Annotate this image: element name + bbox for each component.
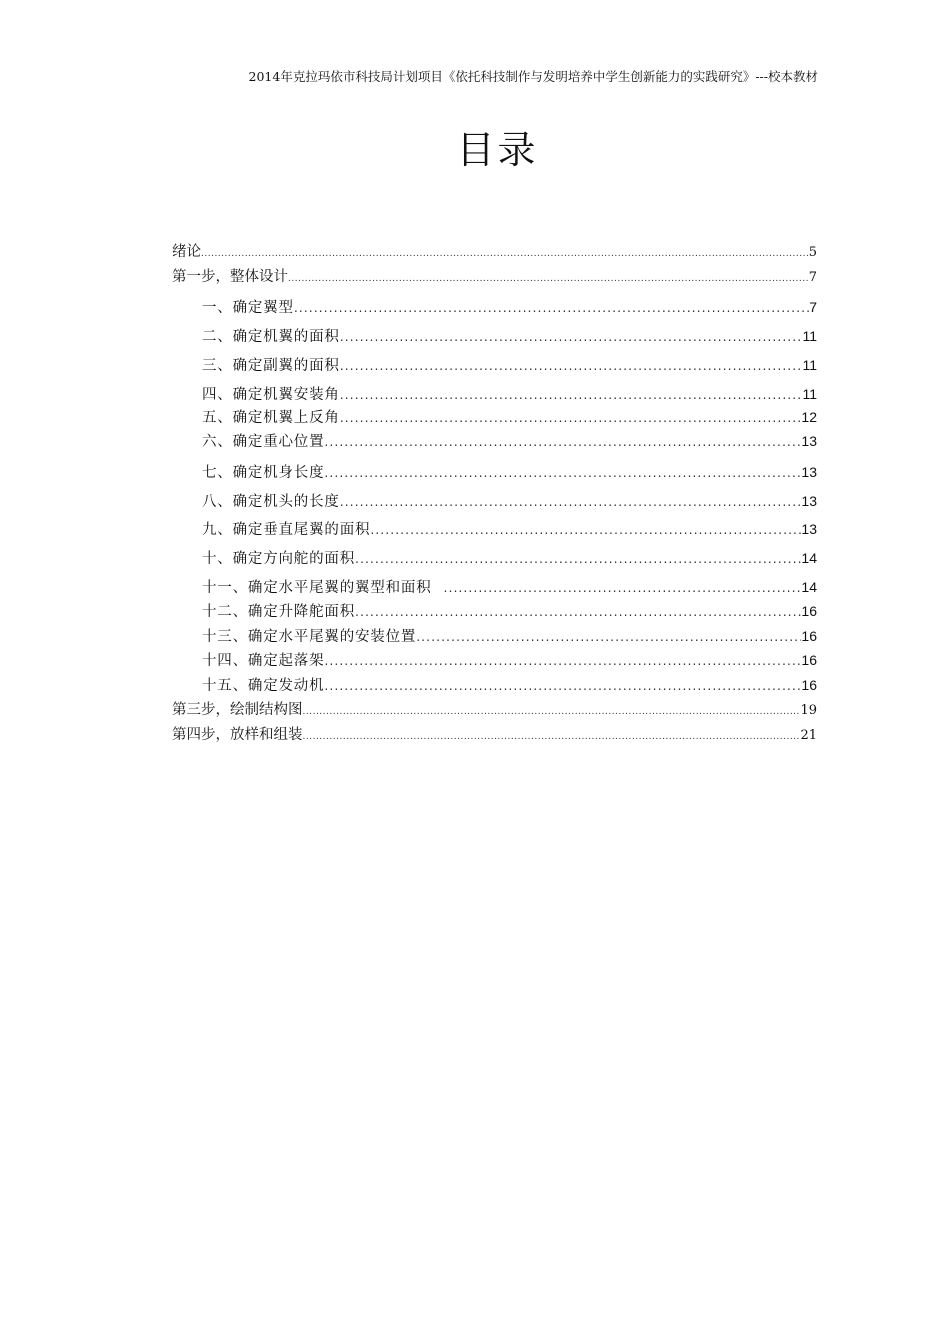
dot-leader [303,702,801,722]
toc-entry-label: 六、确定重心位置 [202,434,325,450]
toc-entry-label: 第四步，放样和组装 [172,727,303,743]
toc-entry-step3[interactable] [172,700,817,720]
toc-entry-1-9[interactable] [202,519,817,539]
dot-leader [340,356,803,376]
toc-entry-page: 13 [801,493,817,509]
toc-entry-page: 5 [808,245,817,260]
dot-leader [340,327,803,347]
toc-entry-label: 一、确定翼型 [202,300,294,316]
dot-leader [370,520,801,540]
dot-leader [340,492,802,512]
dot-leader [324,432,801,452]
toc-entry-label: 八、确定机头的长度 [202,494,340,510]
toc-entry-1-7[interactable] [202,462,817,482]
dot-leader [355,549,801,569]
toc-entry-page: 13 [801,433,817,449]
dot-leader [340,385,803,405]
toc-entry-label: 三、确定副翼的面积 [202,358,340,374]
dot-leader [294,298,809,318]
toc-entry-label: 十三、确定水平尾翼的安装位置 [202,629,417,645]
toc-entry-label: 十二、确定升降舵面积 [202,604,355,620]
toc-entry-1-15[interactable] [202,675,817,695]
toc-entry-page: 12 [801,409,817,425]
dot-leader [416,627,801,647]
toc-entry-page: 19 [800,703,817,718]
toc-entry-page: 13 [801,464,817,480]
toc-entry-page: 16 [801,628,817,644]
toc-entry-label: 九、确定垂直尾翼的面积 [202,522,371,538]
toc-entry-label: 十五、确定发动机 [202,678,325,694]
toc-entry-page: 11 [802,386,817,402]
dot-leader [201,244,809,264]
toc-entry-label: 第一步，整体设计 [172,269,288,285]
toc-entry-label: 绪论 [172,244,201,260]
toc-entry-page: 11 [802,328,817,344]
toc-entry-label: 第三步，绘制结构图 [172,702,303,718]
toc-entry-label: 十一、确定水平尾翼的翼型和面积 [202,580,432,596]
dot-leader [444,578,802,598]
toc-entry-label: 十、确定方向舵的面积 [202,551,355,567]
toc-entry-step4[interactable] [172,725,817,745]
toc-entry-1-5[interactable] [202,407,817,427]
toc-entry-label: 十四、确定起落架 [202,653,325,669]
dot-leader [340,408,802,428]
page-header: 2014年克拉玛依市科技局计划项目《依托科技制作与发明培养中学生创新能力的实践研究》---校本教材 [248,69,818,84]
toc-entry-page: 7 [809,299,817,315]
dot-leader [324,651,801,671]
toc-entry-label: 四、确定机翼安装角 [202,387,340,403]
dot-leader [355,602,801,622]
toc-entry-page: 7 [808,270,817,285]
toc-entry-label: 五、确定机翼上反角 [202,410,340,426]
toc-entry-1-1[interactable] [202,297,817,317]
toc-entry-label: 二、确定机翼的面积 [202,329,340,345]
dot-leader [303,727,801,747]
toc-title: 目录 [456,128,539,172]
toc-entry-step1[interactable] [172,267,817,287]
dot-leader [324,676,801,696]
toc-entry-1-4[interactable] [202,384,817,404]
toc-entry-page: 14 [801,579,817,595]
dot-leader [288,269,809,289]
toc-entry-1-14[interactable] [202,650,817,670]
toc-entry-1-11[interactable] [202,577,817,597]
toc-entry-page: 16 [801,603,817,619]
toc-entry-page: 14 [801,550,817,566]
toc-entry-page: 13 [801,521,817,537]
toc-entry-1-6[interactable] [202,431,817,451]
toc-entry-1-12[interactable] [202,601,817,621]
toc-entry-page: 11 [802,357,817,373]
toc-entry-1-13[interactable] [202,626,817,646]
toc-entry-page: 21 [800,728,817,743]
toc-entry-1-2[interactable] [202,326,817,346]
toc-entry-page: 16 [801,652,817,668]
toc-entry-page: 16 [801,677,817,693]
toc-entry-label: 七、确定机身长度 [202,465,325,481]
toc-entry-1-3[interactable] [202,355,817,375]
toc-entry-intro[interactable] [172,242,817,262]
dot-leader [324,463,801,483]
toc-entry-1-10[interactable] [202,548,817,568]
toc-entry-1-8[interactable] [202,491,817,511]
